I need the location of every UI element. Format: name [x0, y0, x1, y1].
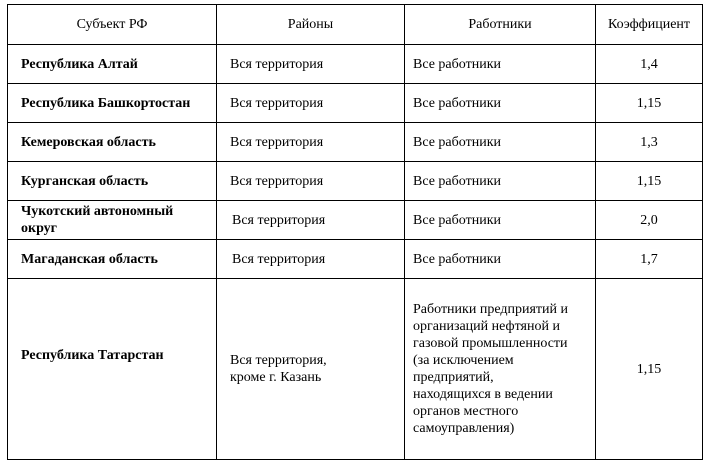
districts-cell: Вся территория: [217, 240, 405, 279]
table-row: [8, 45, 703, 84]
workers-cell: Работники предприятий и организаций нефтяной и газовой промышленности (за исключением предприятий, находящихся в ведении органов местного самоуправления): [405, 279, 596, 460]
table-row: [8, 84, 703, 123]
header-row: [8, 5, 703, 45]
coefficient-cell: 1,7: [596, 240, 703, 279]
districts-cell: Вся территория: [217, 45, 405, 84]
table-row: [8, 162, 703, 201]
table-row: [8, 201, 703, 240]
districts-cell: Вся территория: [217, 123, 405, 162]
coefficient-cell: 1,3: [596, 123, 703, 162]
table-row: [8, 240, 703, 279]
districts-cell: Вся территория: [217, 84, 405, 123]
subject-cell: Республика Башкортостан: [8, 84, 217, 123]
districts-cell: Вся территория, кроме г. Казань: [217, 279, 405, 460]
subject-cell: Чукотский автономный округ: [8, 201, 217, 240]
workers-cell: Все работники: [405, 45, 596, 84]
workers-cell: Все работники: [405, 123, 596, 162]
table-row: [8, 123, 703, 162]
coefficient-cell: 1,15: [596, 279, 703, 460]
subject-cell: Республика Алтай: [8, 45, 217, 84]
table-row: [8, 279, 703, 460]
districts-cell: Вся территория: [217, 201, 405, 240]
header-workers: Работники: [405, 5, 596, 45]
header-coefficient: Коэффициент: [596, 5, 703, 45]
subject-cell: Кемеровская область: [8, 123, 217, 162]
header-districts: Районы: [217, 5, 405, 45]
workers-cell: Все работники: [405, 201, 596, 240]
coefficient-cell: 1,4: [596, 45, 703, 84]
workers-cell: Все работники: [405, 162, 596, 201]
coefficient-cell: 2,0: [596, 201, 703, 240]
workers-cell: Все работники: [405, 240, 596, 279]
subject-cell: Курганская область: [8, 162, 217, 201]
coefficient-table: [7, 4, 703, 460]
subject-cell: Республика Татарстан: [8, 279, 217, 460]
workers-cell: Все работники: [405, 84, 596, 123]
coefficient-cell: 1,15: [596, 84, 703, 123]
header-subject: Субъект РФ: [8, 5, 217, 45]
coefficient-cell: 1,15: [596, 162, 703, 201]
districts-cell: Вся территория: [217, 162, 405, 201]
subject-cell: Магаданская область: [8, 240, 217, 279]
